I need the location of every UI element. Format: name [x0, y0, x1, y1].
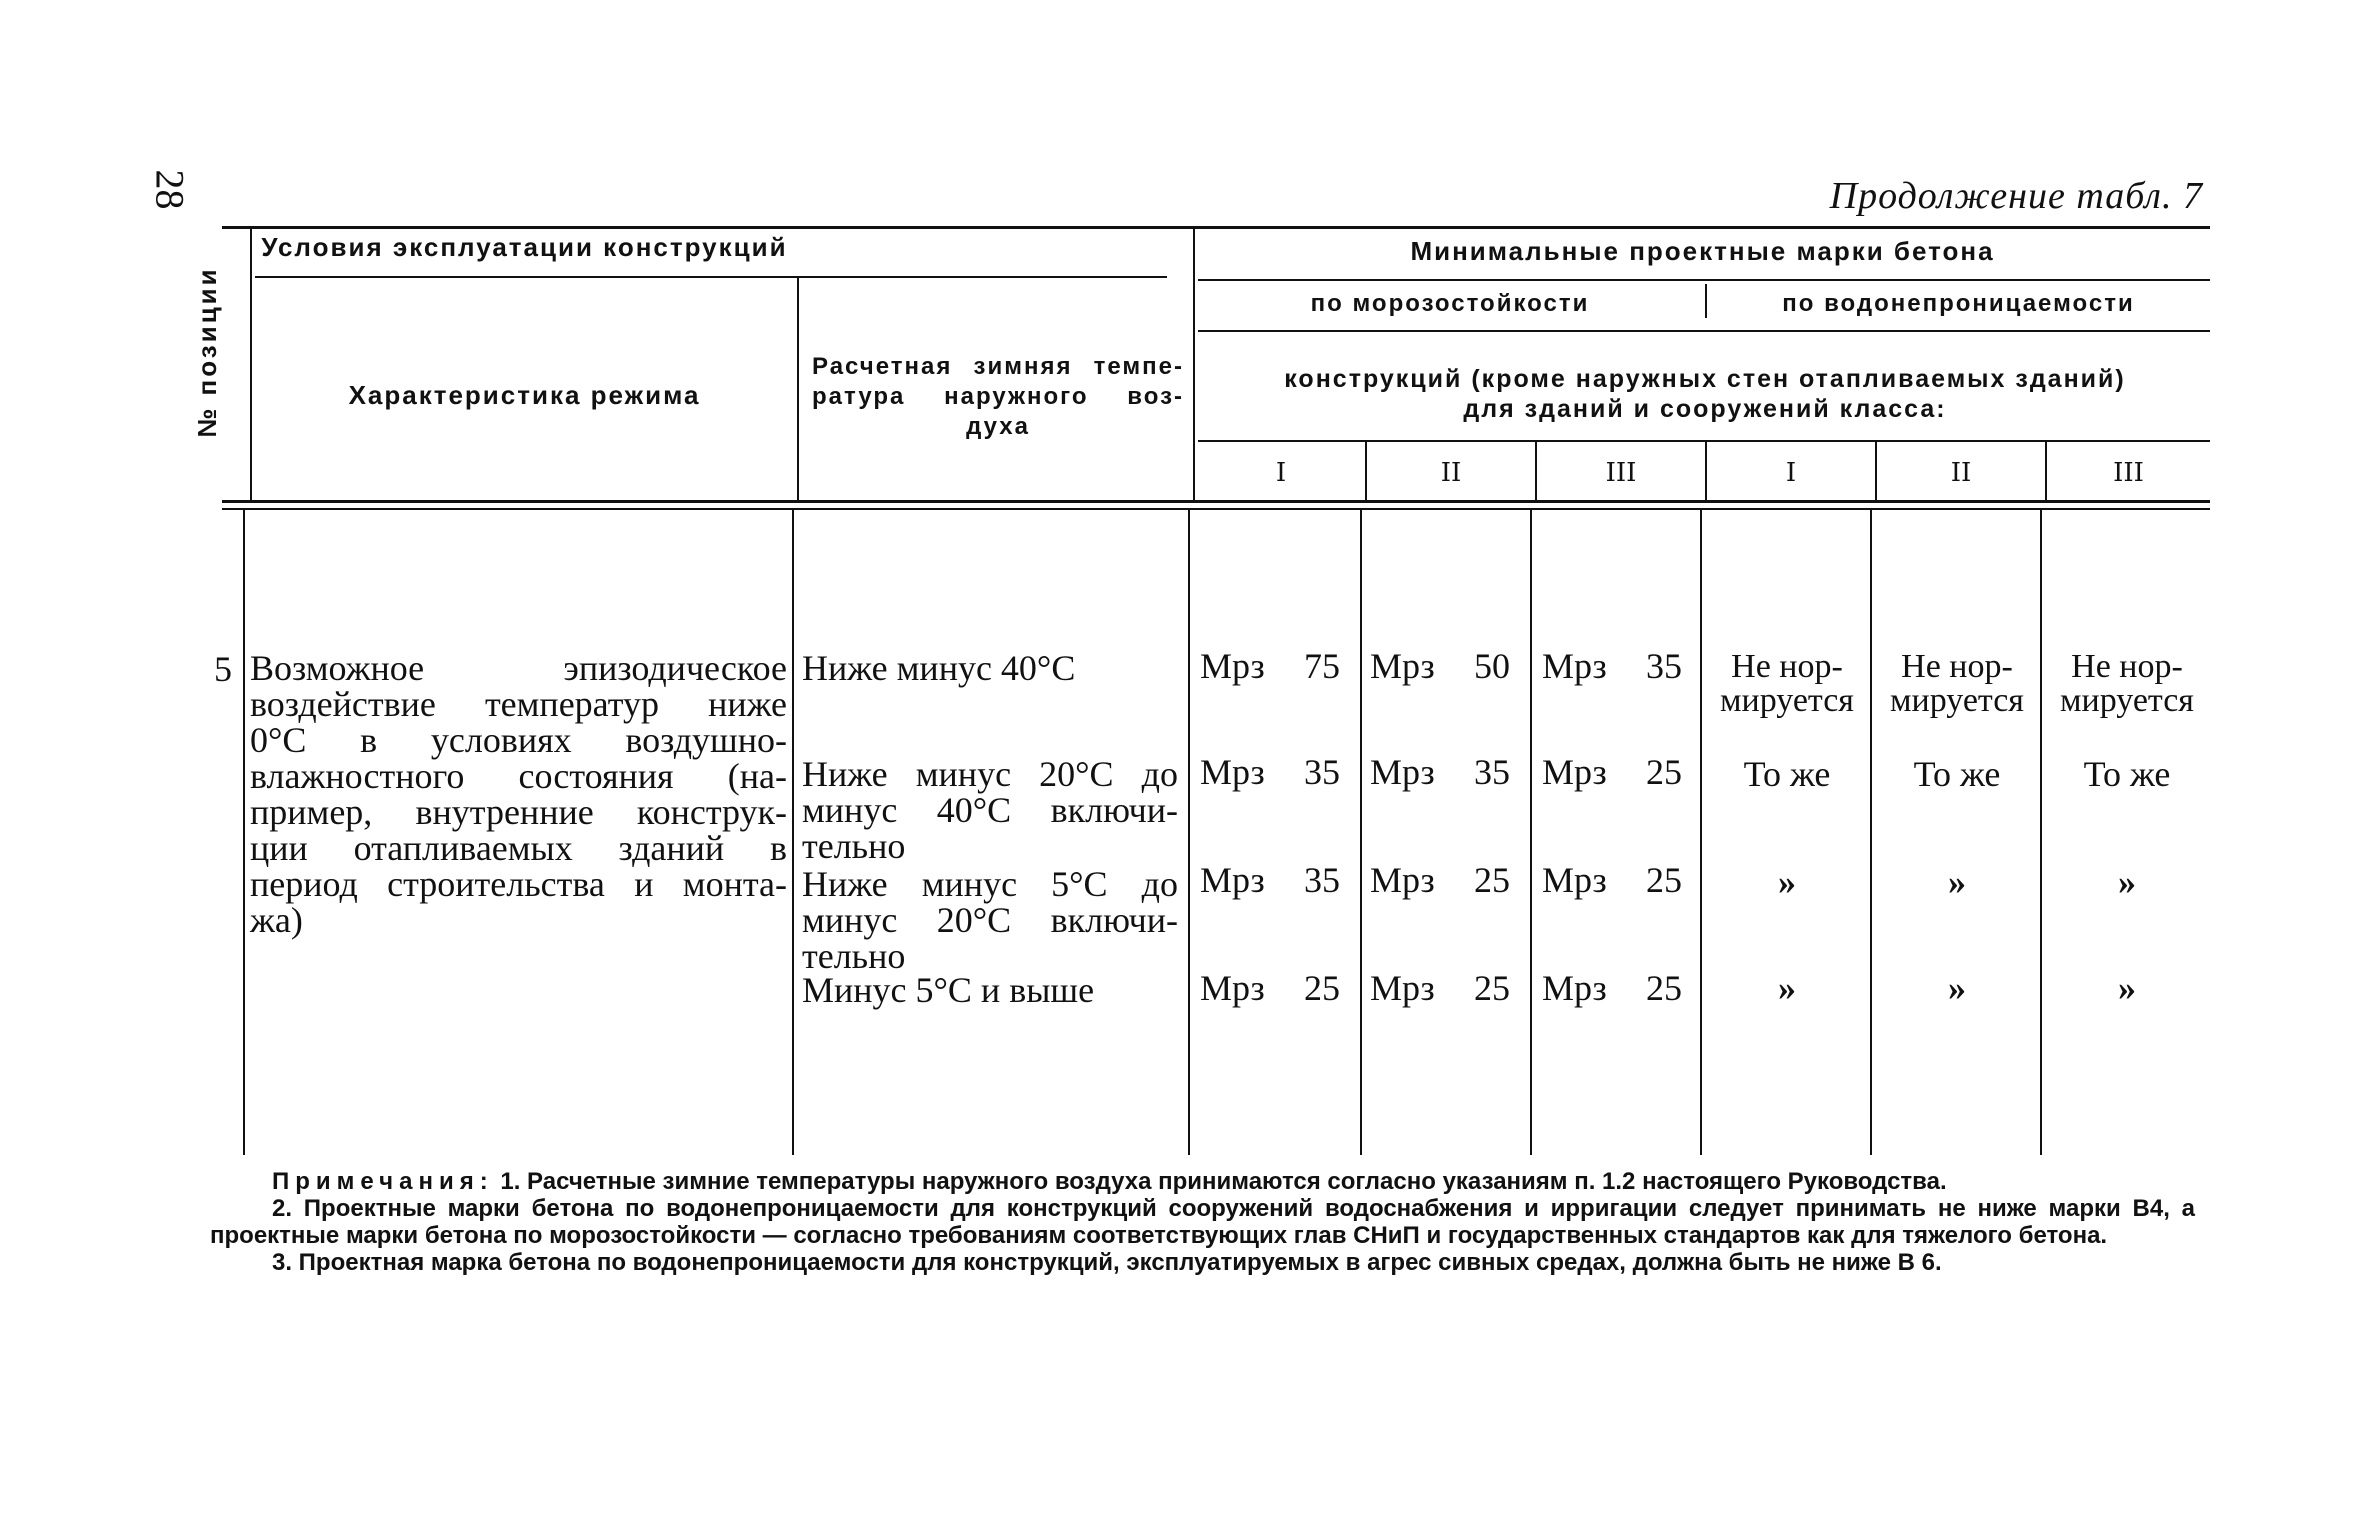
temperature-cell: Ниже минус 5°С до минус 20°С включи- тельно	[802, 864, 1178, 976]
temperature-cell: Минус 5°С и выше	[802, 970, 1095, 1010]
mode-description: Возможное эпизодическое воздействие температур ниже 0°С в условиях воздушно- влажностного состояния (на- пример, внутренние конструк- ции отапливаемых зданий в период строительства и монта- жа)	[250, 648, 787, 940]
frost-grade-cell: Мрз 25	[1542, 860, 1682, 900]
conditions-header: Условия эксплуатации конструкций	[261, 232, 788, 262]
water-grade-cell: То же	[2083, 754, 2171, 794]
mode-header: Характеристика режима	[348, 380, 701, 410]
min-grades-header: Минимальные проектные марки бетона	[1410, 236, 1995, 266]
notes-label: Примечания:	[272, 1168, 494, 1195]
row-position: 5	[214, 649, 232, 689]
water-grade-cell: То же	[1913, 754, 2001, 794]
water-grade-cell: Не нор- мируется	[1890, 648, 2024, 719]
note-2: 2. Проектные марки бетона по водонепроницаемости для конструкций сооружений водоснабжения и ирригации следует принимать не ниже марки В4, а проектные марки бетона по морозостойкости — согласно требованиям соответствующих глав СНиП и государственных стандартов как для тяжелого бетона.	[210, 1195, 2195, 1249]
water-grade-cell: »	[1778, 862, 1796, 902]
class-header: III	[1605, 458, 1637, 488]
position-column-header: № позиции	[192, 266, 222, 438]
temperature-cell: Ниже минус 20°С до минус 40°С включи- тельно	[802, 754, 1178, 866]
class-header: III	[2113, 458, 2144, 488]
class-header: I	[1785, 458, 1797, 488]
water-grade-cell: »	[2118, 862, 2136, 902]
frost-grade-cell: Мрз 50	[1370, 646, 1510, 686]
frost-grade-cell: Мрз 25	[1370, 860, 1510, 900]
frost-grade-cell: Мрз 25	[1542, 968, 1682, 1008]
water-grade-cell: Не нор- мируется	[1720, 648, 1854, 719]
class-header: II	[1440, 458, 1462, 488]
water-grade-cell: »	[1948, 862, 1966, 902]
temperature-header: Расчетная зимняя темпе- ратура наружного воз- духа	[812, 353, 1184, 440]
water-grade-cell: »	[1778, 968, 1796, 1008]
water-grade-cell: Не нор- мируется	[2060, 648, 2194, 719]
table-continuation-title: Продолжение табл. 7	[1829, 175, 2203, 217]
frost-header: по морозостойкости	[1310, 290, 1590, 317]
water-grade-cell: »	[1948, 968, 1966, 1008]
frost-grade-cell: Мрз 35	[1200, 860, 1340, 900]
frost-grade-cell: Мрз 35	[1200, 752, 1340, 792]
water-header: по водонепроницаемости	[1782, 290, 2135, 317]
structures-header: конструкций (кроме наружных стен отапливаемых зданий) для зданий и сооружений класса:	[1284, 365, 2126, 423]
class-header: I	[1275, 458, 1287, 488]
frost-grade-cell: Мрз 25	[1370, 968, 1510, 1008]
table-notes	[210, 1168, 2195, 1276]
temperature-cell: Ниже минус 40°С	[802, 648, 1076, 688]
frost-grade-cell: Мрз 25	[1200, 968, 1340, 1008]
water-grade-cell: »	[2118, 968, 2136, 1008]
frost-grade-cell: Мрз 35	[1542, 646, 1682, 686]
frost-grade-cell: Мрз 35	[1370, 752, 1510, 792]
note-3: 3. Проектная марка бетона по водонепроницаемости для конструкций, эксплуатируемых в агрес сивных средах, должна быть не ниже В 6.	[272, 1249, 1942, 1276]
note-1: Примечания: 1. Расчетные зимние температуры наружного воздуха принимаются согласно указаниям п. 1.2 настоящего Руководства.	[272, 1168, 1947, 1195]
class-header: II	[1950, 458, 1972, 488]
water-grade-cell: То же	[1743, 754, 1831, 794]
page-number: 28	[147, 169, 193, 210]
frost-grade-cell: Мрз 75	[1200, 646, 1340, 686]
frost-grade-cell: Мрз 25	[1542, 752, 1682, 792]
